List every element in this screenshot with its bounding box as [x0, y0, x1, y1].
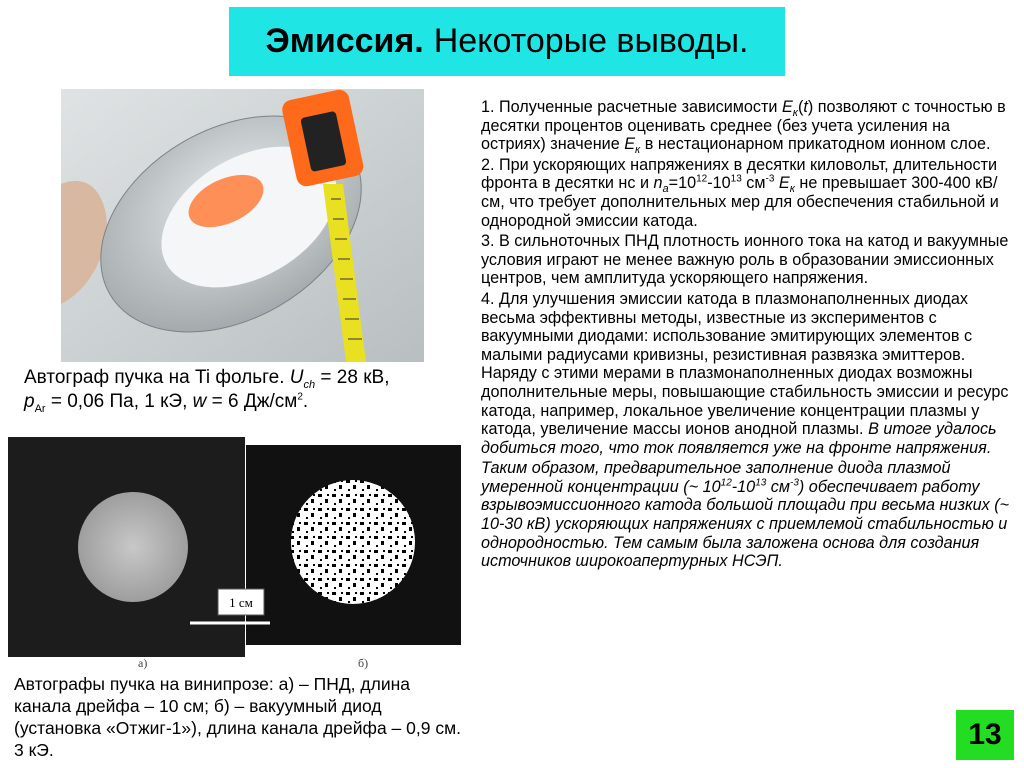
- conclusions-text: [481, 98, 1011, 573]
- photo-caption: Автограф пучка на Ti фольге. $U_{ch} = 28$ кВ, $p_{Ar} = 0,06$ Па, 1 кЭ, w = 6 $Дж/см^2$.: [24, 367, 390, 415]
- point-4: 4. Для улучшения эмиссии катода в плазмонаполненных диодах весьма эффективны методы, известные из экспериментов с вакуумными диодами: использование эмитирующих элементов с малыми радиусами кривизны, резистивная развязка эмиттеров. Наряду с этими мерами в плазмонаполненных диодах возможны дополнительные меры, повышающие стабильность эмиссии и ресурс катода, например, локальное увеличение концентрации плазмы у катода, увеличение массы ионов анодной плазмы. В итоге удалось добиться того, что ток появляется уже на фронте напряжения.: [481, 289, 1009, 457]
- point-1: 1. Полученные расчетные зависимости $E_к(t)$ позволяют с точностью в десятки процентов оценивать среднее (без учета усиления на остриях) значение $E_к$ в нестационарном прикатодном ионном слое.: [481, 98, 1006, 157]
- point-3: 3. В сильноточных ПНД плотность ионного тока на катод и вакуумные условия играют не менее важную роль в образовании эмиссионных центров, чем амплитуда ускоряющего напряжения.: [481, 232, 1009, 288]
- beam-autographs-image: [8, 437, 463, 671]
- autographs-caption: Автографы пучка на винипрозе: а) – ПНД, длина канала дрейфа – 10 см; б) – вакуумный диод (установка «Отжиг-1»), длина канала дрейфа – 0,9 см. 3 кЭ.: [14, 674, 461, 760]
- conclusion-summary: Таким образом, предварительное заполнение диода плазмой умеренной концентрации (~ $10^{12}-10^{13}$ $см^{-3}$) обеспечивает работу взрывоэмиссионного катода большой площади при весьма низких (~ 10-30 кВ) ускоряющих напряжениях с приемлемой стабильностью и однородностью. Тем самым была заложена основа для создания источников широкоапертурных НСЭП.: [481, 459, 1010, 571]
- foil-photo: [61, 89, 424, 362]
- title-rest: Некоторые выводы.: [433, 22, 749, 60]
- title-bold: Эмиссия.: [265, 22, 424, 60]
- scale-label: 1 см: [229, 595, 253, 610]
- label-a: а): [138, 656, 148, 670]
- page-number: 13: [956, 710, 1014, 760]
- label-b: б): [358, 656, 369, 670]
- point-2: 2. При ускоряющих напряжениях в десятки киловольт, длительности фронта в десятки нс и $n_a=10^{12}-10^{13}$ $см^{-3}$ $E_к$ не превышает 300-400 кВ/см, что требует дополнительных мер для обеспечения стабильной и однородной эмиссии катода.: [481, 155, 999, 230]
- slide-title: [229, 7, 785, 76]
